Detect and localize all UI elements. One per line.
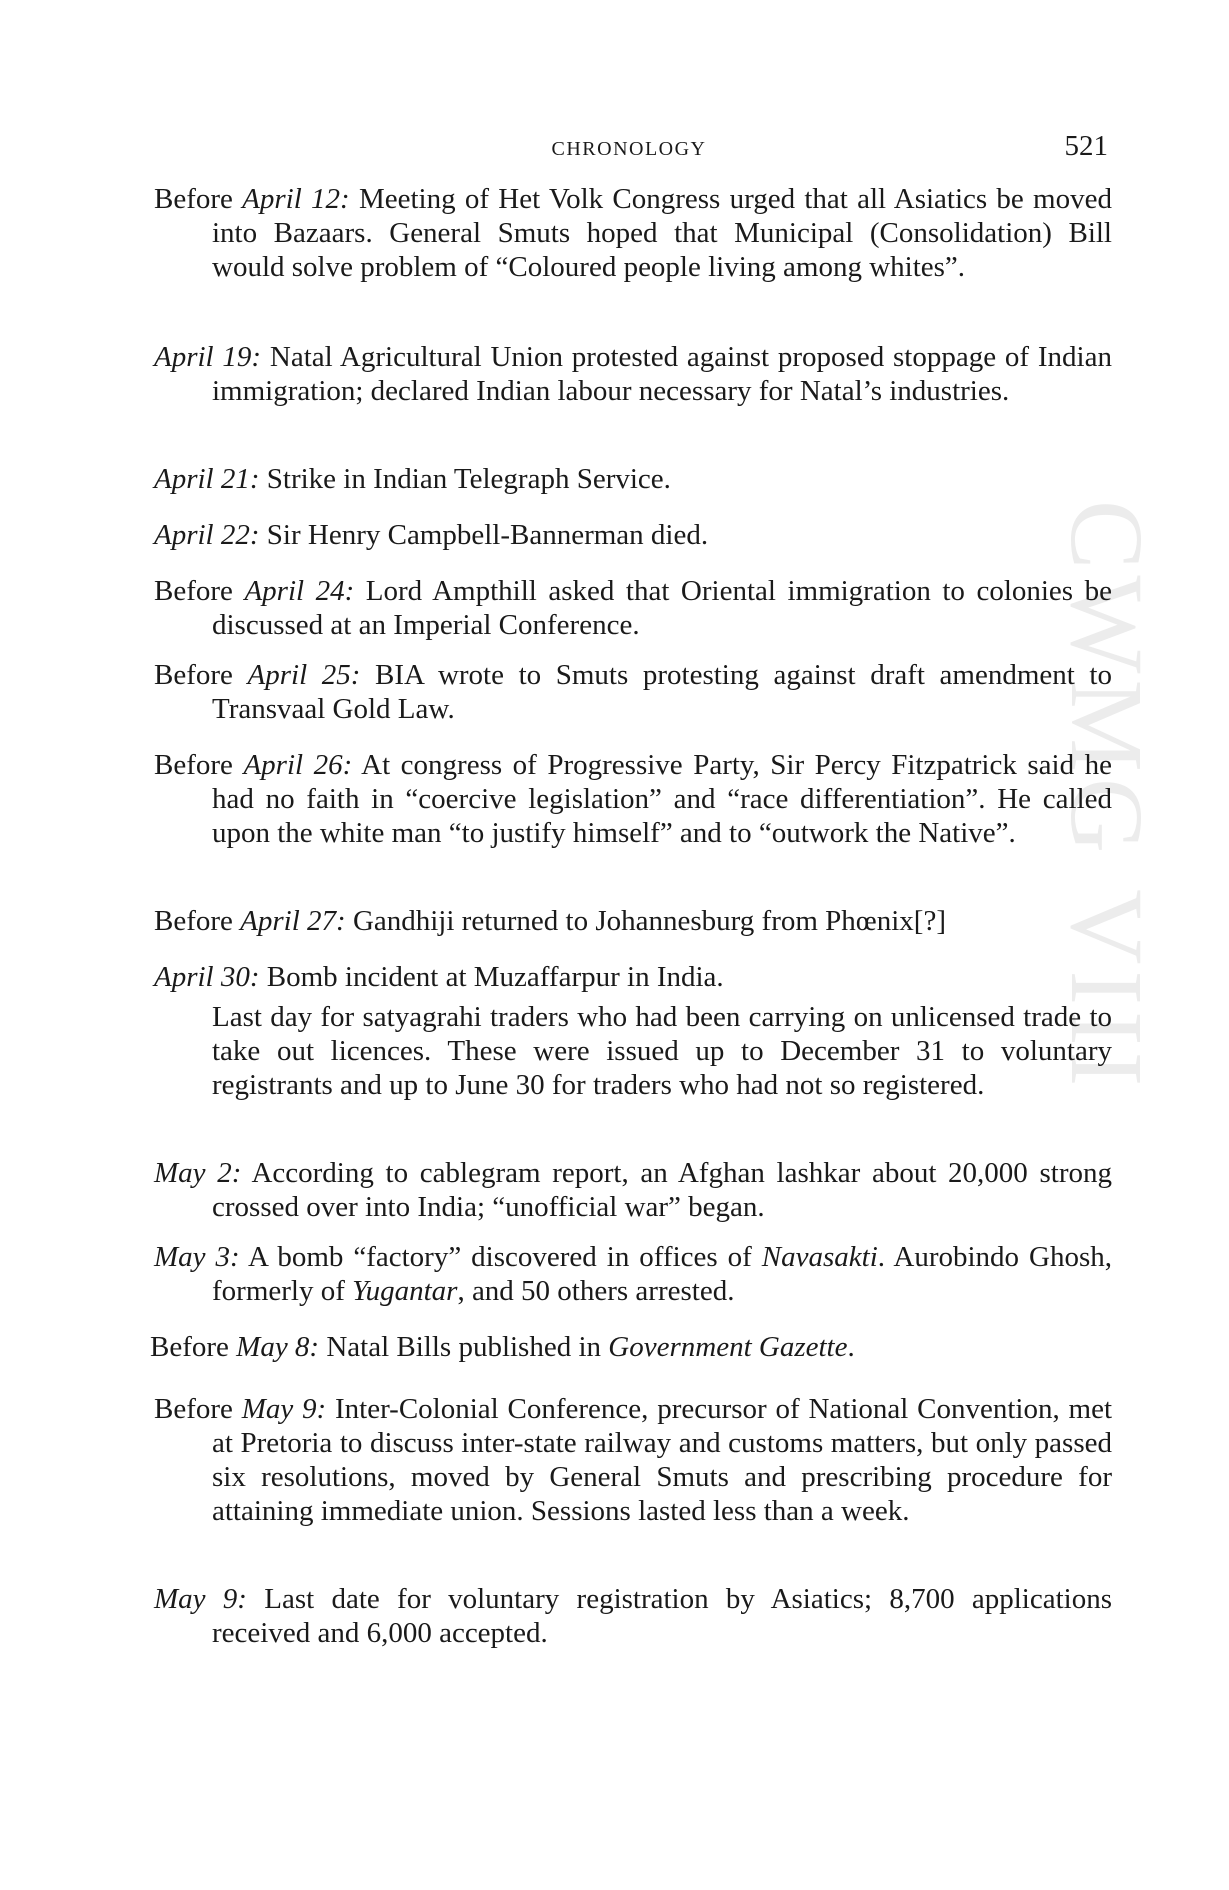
newspaper-title: Navasakti [761,1241,878,1273]
entry-text: , and 50 others arrested. [457,1275,735,1307]
entry-text: Natal Agricultural Union protested against proposed stoppage of Indian immigration; declared Indian labour necessary for Natal’s industries. [212,341,1112,407]
entry-prefix: Before [154,905,241,937]
entry-text: Bomb incident at Muzaffarpur in India. [259,961,724,993]
entry-text: Meeting of Het Volk Congress urged that all Asiatics be moved into Bazaars. General Smuts hoped that Municipal (Consolidation) Bill would solve problem of “Coloured people living among whites”. [212,183,1112,283]
entry-date: May 9: [241,1393,327,1425]
newspaper-title: Yugantar [352,1275,458,1307]
entry-date: May 2: [154,1157,242,1189]
entry-date: May 9: [154,1583,247,1615]
entry-text: Gandhiji returned to Johannesburg from Phœnix[?] [345,905,946,937]
chronology-entry [154,658,1112,726]
entry-prefix: Before [154,1393,242,1425]
entry-date: April 27: [240,905,346,937]
entry-date: May 3: [154,1241,240,1273]
entry-text: Natal Bills published in [319,1331,609,1363]
entry-date: May 8: [236,1331,320,1363]
page-number: 521 [1064,130,1108,162]
chronology-entry [150,1330,1108,1364]
entry-text: According to cablegram report, an Afghan lashkar about 20,000 strong crossed over into India; “unofficial war” began. [212,1157,1112,1223]
chronology-entry [154,1392,1112,1528]
running-head [150,130,1108,170]
entry-date: April 30: [154,961,260,993]
entry-date: April 26: [243,749,353,781]
entry-continuation: Last day for satyagrahi traders who had been carrying on unlicensed trade to take out licences. These were issued up to December 31 to voluntary registrants and up to June 30 for traders who had not so registered. [212,1001,1112,1101]
entry-text: Inter-Colonial Conference, precursor of National Convention, met at Pretoria to discuss inter-state railway and customs matters, but only passed six resolutions, moved by General Smuts and prescribing procedure for attaining immediate union. Sessions lasted less than a week. [212,1393,1112,1527]
chronology-entry [154,1582,1112,1650]
entry-text: A bomb “factory” discovered in offices of [239,1241,762,1273]
entry-date: April 22: [154,519,260,551]
entry-prefix: Before [150,1331,237,1363]
chronology-entry [154,904,1112,938]
entry-text: Sir Henry Campbell-Bannerman died. [259,519,709,551]
chronology-entry [154,960,1112,1102]
entry-prefix: Before [154,575,245,607]
chronology-entry [154,1156,1112,1224]
entry-date: April 21: [154,463,260,495]
publication-title: Government Gazette [608,1331,848,1363]
entry-text: BIA wrote to Smuts protesting against draft amendment to Transvaal Gold Law. [212,659,1112,725]
running-title: CHRONOLOGY [551,138,707,160]
entry-text: Last date for voluntary registration by Asiatics; 8,700 applications received and 6,000 accepted. [212,1583,1112,1649]
entry-text: Lord Ampthill asked that Oriental immigration to colonies be discussed at an Imperial Conference. [212,575,1112,641]
chronology-entry [154,574,1112,642]
entry-prefix: Before [154,183,243,215]
entry-text: At congress of Progressive Party, Sir Percy Fitzpatrick said he had no faith in “coercive legislation” and “race differentiation”. He called upon the white man “to justify himself” and to “outwork the Native”. [212,749,1112,849]
entry-text: . Aurobindo Ghosh, formerly of [212,1241,1112,1307]
chronology-entry [154,340,1112,408]
entry-date: April 25: [247,659,361,691]
entry-prefix: Before [154,749,244,781]
entry-text: Strike in Indian Telegraph Service. [259,463,671,495]
entry-date: April 19: [154,341,262,373]
watermark: CWMG VIII [1049,500,1164,1093]
chronology-entry [154,518,1112,552]
chronology-entry [154,1240,1112,1308]
entry-prefix: Before [154,659,248,691]
entry-text: . [847,1331,855,1363]
entry-date: April 12: [242,183,350,215]
chronology-entry [154,462,1112,496]
chronology-entry [154,748,1112,850]
entry-date: April 24: [244,575,355,607]
chronology-entry [154,182,1112,284]
